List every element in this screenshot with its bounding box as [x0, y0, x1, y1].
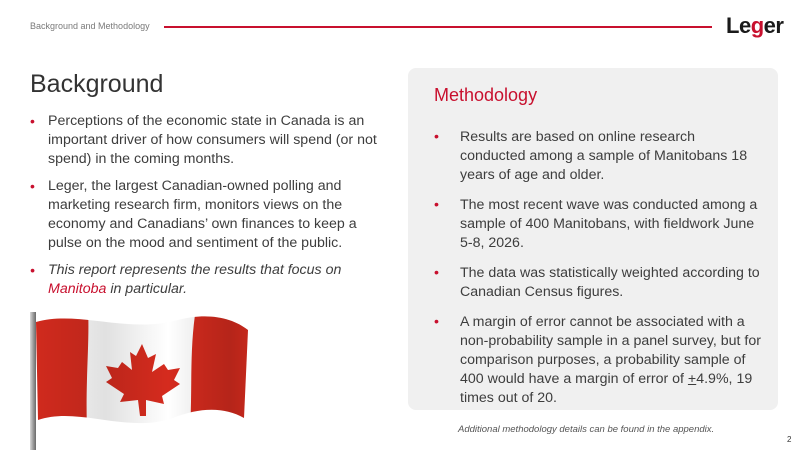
list-item: • Leger, the largest Canadian-owned polling and marketing research firm, monitors views on the economy and Canadians’ own finances to keep a pulse on the mood and sentiment of the public. — [30, 178, 357, 251]
section-label: Background and Methodology — [30, 21, 150, 31]
margin-of-error-item: • A margin of error cannot be associated with a non-probability sample in a panel survey, but for comparison purposes, a probability sample of 400 would have a margin of error of +4.9%, 19 times out of 20. — [434, 314, 761, 406]
list-item: • The data was statistically weighted according to Canadian Census figures. — [434, 265, 760, 300]
list-item: • Perceptions of the economic state in Canada is an important driver of how consumers will spend (or not spend) in the coming months. — [30, 113, 377, 167]
focus-list-item: • This report represents the results that focus on Manitoba in particular. — [30, 262, 342, 297]
background-title: Background — [30, 70, 164, 98]
appendix-footnote: Additional methodology details can be found in the appendix. — [458, 424, 715, 435]
methodology-panel — [408, 68, 778, 410]
page-number: 2 — [787, 435, 792, 444]
methodology-title: Methodology — [434, 85, 538, 105]
list-item: • Results are based on online research conducted among a sample of Manitobans 18 years of age and older. — [434, 129, 748, 183]
list-item: • The most recent wave was conducted among a sample of 400 Manitobans, with fieldwork June 5-8, 2026. — [434, 197, 758, 251]
leger-logo: Leger — [726, 13, 784, 38]
methodology-list — [434, 128, 764, 419]
canada-flag-image — [18, 308, 268, 450]
province-highlight: Manitoba — [48, 281, 107, 297]
background-list — [30, 112, 380, 307]
header-divider — [164, 26, 712, 28]
flag-pole — [30, 312, 36, 450]
